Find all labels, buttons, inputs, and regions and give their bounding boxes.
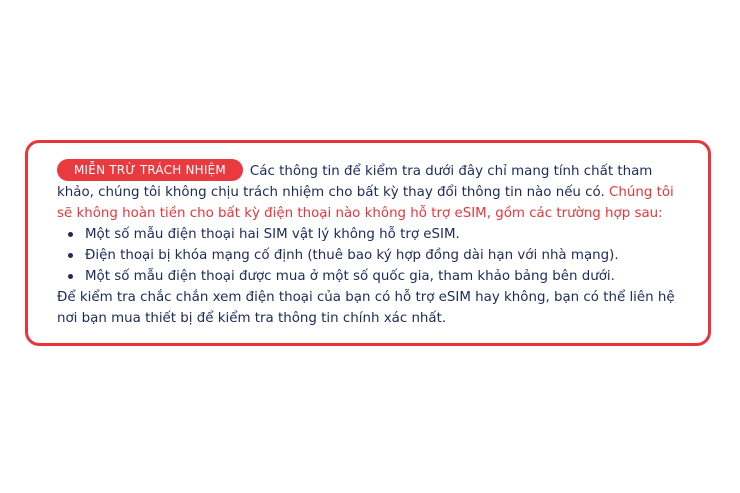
no-refund-notice: Chúng tôi sẽ không hoàn tiền cho bất kỳ điện thoại nào không hỗ trợ eSIM, gồm các trường hợp sau: <box>57 185 674 221</box>
disclaimer-intro-text: Các thông tin để kiểm tra dưới đây chỉ mang tính chất tham khảo, chúng tôi không chịu trách nhiệm cho bất kỳ thay đổi thông tin nào nếu có. <box>57 164 653 200</box>
disclaimer-intro-paragraph <box>57 159 686 224</box>
list-item: Một số mẫu điện thoại hai SIM vật lý không hỗ trợ eSIM. <box>85 224 686 245</box>
list-item: Điện thoại bị khóa mạng cố định (thuê bao ký hợp đồng dài hạn với nhà mạng). <box>85 245 686 266</box>
disclaimer-box <box>25 140 711 346</box>
disclaimer-badge: MIỄN TRỪ TRÁCH NHIỆM <box>57 159 243 181</box>
list-item: Một số mẫu điện thoại được mua ở một số quốc gia, tham khảo bảng bên dưới. <box>85 266 686 287</box>
unsupported-cases-list <box>57 224 686 287</box>
closing-paragraph: Để kiểm tra chắc chắn xem điện thoại của bạn có hỗ trợ eSIM hay không, bạn có thể liên hệ nơi bạn mua thiết bị để kiểm tra thông tin chính xác nhất. <box>57 290 675 326</box>
